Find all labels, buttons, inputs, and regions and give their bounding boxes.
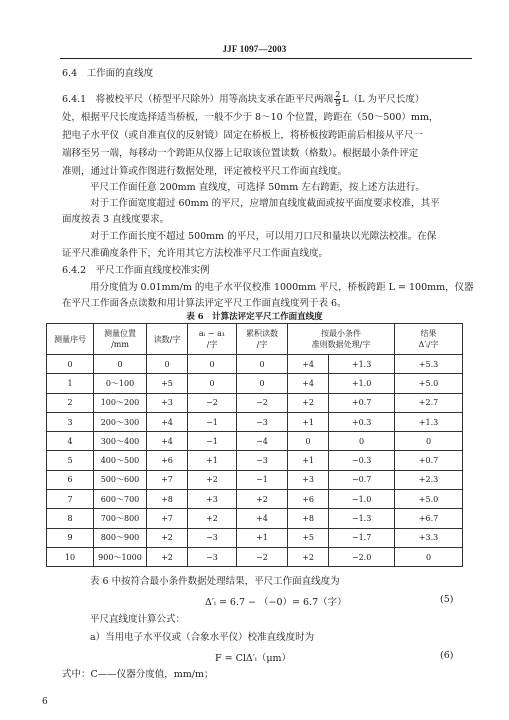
table-cell: 2	[47, 393, 94, 412]
table-cell: −2	[237, 547, 288, 566]
table-row	[47, 451, 463, 470]
table-cell: +5.3	[395, 355, 463, 374]
table-cell: +6	[288, 490, 329, 509]
table-cell: 5	[47, 451, 94, 470]
table-cell: +1	[288, 451, 329, 470]
table-cell: +4	[237, 509, 288, 528]
table-cell: 500～600	[94, 470, 147, 489]
fraction-2-9	[334, 91, 341, 108]
paragraph-60mm-line1: 对于工作面宽度超过 60mm 的平尺，应增加直线度截面或按平面度要求校准，其平	[90, 198, 440, 209]
table-cell: −3	[237, 412, 288, 431]
table-cell: +4	[288, 374, 329, 393]
table-cell: 8	[47, 509, 94, 528]
table-cell: 0～100	[94, 374, 147, 393]
table-cell: +7	[147, 470, 188, 489]
table-cell: 1	[47, 374, 94, 393]
table-cell: −0.3	[329, 451, 395, 470]
paragraph-200mm: 平尺工作面任意 200mm 直线度，可选择 50mm 左右跨距，按上述方法进行。	[90, 182, 425, 193]
section-6-4-title: 6.4 工作面的直线度	[62, 68, 154, 79]
paragraph-a: a）当用电子水平仪或（合象水平仪）校准直线度时为	[90, 632, 315, 643]
header-diff	[188, 324, 237, 355]
header-position	[94, 324, 147, 355]
table-cell: −0.7	[329, 470, 395, 489]
paragraph-60mm-line2: 面度按表 3 直线度要求。	[62, 214, 170, 225]
table-cell: 0	[395, 432, 463, 451]
section-6-4-2-title: 6.4.2 平尺工作面直线度校准实例	[62, 265, 210, 276]
header-rule	[60, 58, 472, 59]
table-cell: −1.3	[329, 509, 395, 528]
table-cell: −1	[237, 470, 288, 489]
table-cell: −1	[188, 412, 237, 431]
table-cell: +5	[147, 374, 188, 393]
page-header: JJF 1097—2003	[222, 44, 287, 54]
header-cumulative-unit: /字	[256, 340, 268, 349]
paragraph-result: 表 6 中按符合最小条件数据处理结果，平尺工作面直线度为	[90, 576, 340, 587]
table-row	[47, 432, 463, 451]
table-cell: +0.7	[395, 451, 463, 470]
table-cell: +5.0	[395, 490, 463, 509]
table-row	[47, 412, 463, 431]
table-row	[47, 374, 463, 393]
header-result-unit: Δ′ᵢ/字	[418, 340, 439, 349]
table-cell: 6	[47, 470, 94, 489]
table-row	[47, 470, 463, 489]
header-min-condition	[288, 324, 395, 355]
table-cell: 200～300	[94, 412, 147, 431]
table-cell: +5	[288, 528, 329, 547]
header-reading: 读数/字	[147, 324, 188, 355]
table-cell: +2	[147, 528, 188, 547]
table-cell: +8	[147, 490, 188, 509]
table-cell: +2	[288, 547, 329, 566]
header-diff-unit: /字	[206, 340, 218, 349]
table-cell: −2	[237, 393, 288, 412]
table-cell: 0	[94, 355, 147, 374]
header-min-condition-label: 按最小条件	[321, 329, 361, 338]
table-cell: +3.3	[395, 528, 463, 547]
p642-line2: 在平尺工作面各点读数和用计算法评定平尺工作面直线度列于表 6。	[62, 298, 347, 309]
paragraph-500mm-line1: 对于工作面长度不超过 500mm 的平尺，可以用刀口尺和量块以光隙法校准。在保	[90, 231, 437, 242]
table-cell: 3	[47, 412, 94, 431]
table-cell: 9	[47, 528, 94, 547]
header-seq: 测量序号	[47, 324, 94, 355]
table-cell: +1	[188, 451, 237, 470]
table-cell: −3	[188, 547, 237, 566]
table-row	[47, 547, 463, 566]
header-position-unit: /mm	[111, 340, 129, 349]
table-cell: +5.0	[395, 374, 463, 393]
table-cell: 10	[47, 547, 94, 566]
p641-line1-a: 6.4.1 将被校平尺（桥型平尺除外）用等高块支承在距平尺两端	[62, 94, 334, 105]
fraction-numerator: 2	[335, 90, 341, 99]
table-row	[47, 528, 463, 547]
header-cumulative	[237, 324, 288, 355]
fraction-denominator: 9	[335, 99, 341, 108]
table-cell: 0	[395, 547, 463, 566]
p641-line1-b: L（L 为平尺长度）	[342, 94, 425, 105]
p642-line1: 用分度值为 0.01mm/m 的电子水平仪校准 1000mm 平尺，桥板跨距 L = 100mm，仪器	[90, 282, 474, 293]
table-6	[46, 323, 463, 567]
paragraph-calc: 平尺直线度计算公式：	[90, 614, 186, 625]
table-cell: 800～900	[94, 528, 147, 547]
table-cell: +1.3	[329, 355, 395, 374]
table-caption: 表 6 计算法评定平尺工作面直线度	[186, 312, 323, 322]
table-cell: 100～200	[94, 393, 147, 412]
table-cell: +1	[288, 412, 329, 431]
table-cell: +6.7	[395, 509, 463, 528]
table-cell: +3	[288, 470, 329, 489]
table-header-row	[47, 324, 463, 355]
header-result-label: 结果	[420, 329, 437, 338]
table-cell: +4	[147, 432, 188, 451]
p641-line3: 把电子水平仪（或自准直仪的反射镜）固定在桥板上，将桥板按跨距前后相接从平尺一	[62, 130, 424, 141]
table-cell: +2	[288, 393, 329, 412]
table-cell: 7	[47, 490, 94, 509]
table-cell: +2.3	[395, 470, 463, 489]
header-cumulative-label: 累积读数	[246, 329, 278, 338]
header-diff-label: aᵢ − a₁	[198, 329, 226, 338]
equation-5: Δ′ᵢ = 6.7 − （−0）= 6.7（字）	[205, 597, 347, 608]
table-row	[47, 355, 463, 374]
table-cell: 0	[147, 355, 188, 374]
p641-line2: 处，根据平尺长度选择适当桥板，一般不少于 8～10 个位置，跨距在（50～500）mm，	[62, 112, 439, 123]
table-cell: +2	[188, 509, 237, 528]
table-cell: −2.0	[329, 547, 395, 566]
table-cell: +4	[147, 412, 188, 431]
page-number: 6	[42, 697, 48, 707]
table-cell: +7	[147, 509, 188, 528]
table-cell: −1	[188, 432, 237, 451]
equation-5-number: (5)	[440, 594, 454, 605]
table-cell: +2	[237, 490, 288, 509]
header-position-label: 测量位置	[104, 329, 136, 338]
table-cell: −2	[188, 393, 237, 412]
table-cell: 0	[188, 374, 237, 393]
table-cell: 600～700	[94, 490, 147, 509]
table-cell: +4	[288, 355, 329, 374]
table-cell: 0	[47, 355, 94, 374]
table-cell: +3	[188, 490, 237, 509]
table-cell: 300～400	[94, 432, 147, 451]
table-cell: +2	[188, 470, 237, 489]
p641-line1	[62, 91, 474, 108]
paragraph-500mm-line2: 证平尺准确度条件下，允许用其它方法校准平尺工作面直线度。	[62, 248, 329, 259]
table-cell: 0	[237, 355, 288, 374]
table-cell: +8	[288, 509, 329, 528]
equation-6: F = ClΔ′ᵢ（μm）	[215, 653, 292, 664]
table-cell: +6	[147, 451, 188, 470]
table-cell: 900～1000	[94, 547, 147, 566]
table-cell: 0	[329, 432, 395, 451]
header-min-condition-sub: 准则数据处理/字	[311, 340, 371, 349]
table-cell: 400～500	[94, 451, 147, 470]
table-cell: +0.7	[329, 393, 395, 412]
table-cell: 0	[188, 355, 237, 374]
table-cell: −1.0	[329, 490, 395, 509]
table-row	[47, 509, 463, 528]
where-clause: 式中：C——仪器分度值，mm/m；	[62, 669, 214, 680]
table-cell: 4	[47, 432, 94, 451]
table-cell: +2	[147, 547, 188, 566]
table-cell: −3	[237, 451, 288, 470]
table-cell: 0	[288, 432, 329, 451]
table-row	[47, 490, 463, 509]
table-cell: 0	[237, 374, 288, 393]
table-cell: +3	[147, 393, 188, 412]
table-cell: +1	[237, 528, 288, 547]
table-cell: 700～800	[94, 509, 147, 528]
table-body	[47, 355, 463, 567]
equation-6-number: (6)	[440, 650, 454, 661]
table-cell: −1.7	[329, 528, 395, 547]
header-result	[395, 324, 463, 355]
table-cell: −4	[237, 432, 288, 451]
table-cell: −3	[188, 528, 237, 547]
p641-line4: 端移至另一端，每移动一个跨距从仪器上记取该位置读数（格数）。根据最小条件评定	[62, 148, 419, 159]
table-row	[47, 393, 463, 412]
p641-line5: 准则，通过计算或作图进行数据处理，评定被校平尺工作面直线度。	[62, 166, 348, 177]
table-cell: +1.3	[395, 412, 463, 431]
table-cell: +2.7	[395, 393, 463, 412]
table-cell: +0.3	[329, 412, 395, 431]
table-cell: +1.0	[329, 374, 395, 393]
